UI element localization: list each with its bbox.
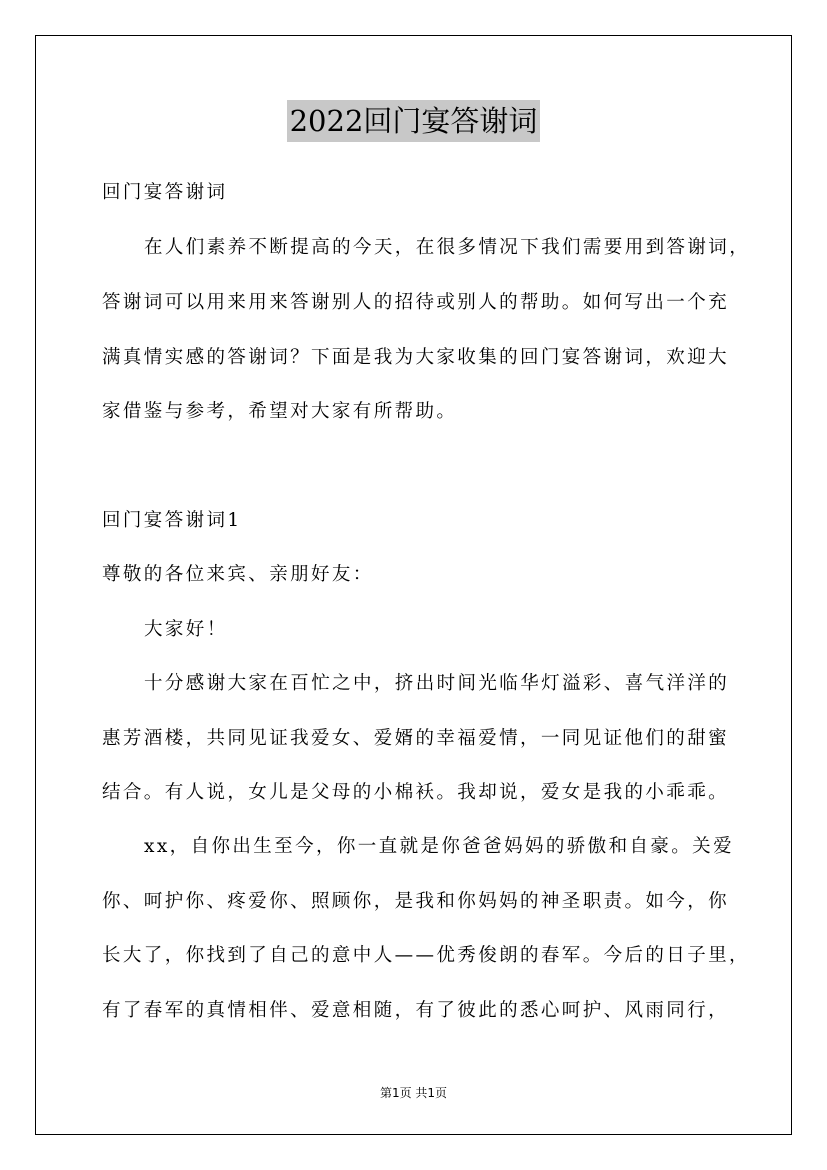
intro-line-1: 在人们素养不断提高的今天，在很多情况下我们需要用到答谢词， xyxy=(144,237,751,258)
paragraph1-line-2: 惠芳酒楼，共同见证我爱女、爱婿的幸福爱情，一同见证他们的甜蜜 xyxy=(102,728,730,749)
document-title-text: 2022回门宴答谢词 xyxy=(287,100,541,142)
subtitle: 回门宴答谢词 xyxy=(102,182,228,203)
page-footer: 第1页 共1页 xyxy=(379,1086,448,1100)
intro-line-3: 满真情实感的答谢词？下面是我为大家收集的回门宴答谢词，欢迎大 xyxy=(102,347,730,368)
paragraph1-line-3: 结合。有人说，女儿是父母的小棉袄。我却说，爱女是我的小乖乖。 xyxy=(102,782,730,803)
paragraph2-line-3: 长大了，你找到了自己的意中人——优秀俊朗的春军。今后的日子里， xyxy=(102,945,750,966)
salutation: 尊敬的各位来宾、亲朋好友： xyxy=(102,564,374,585)
section-heading: 回门宴答谢词1 xyxy=(102,510,242,531)
intro-line-4: 家借鉴与参考，希望对大家有所帮助。 xyxy=(102,401,458,422)
paragraph2-line-1: xx，自你出生至今，你一直就是你爸爸妈妈的骄傲和自豪。关爱 xyxy=(144,836,734,857)
paragraph1-line-1: 十分感谢大家在百忙之中，挤出时间光临华灯溢彩、喜气洋洋的 xyxy=(144,673,730,694)
greeting: 大家好！ xyxy=(144,619,228,640)
intro-line-2: 答谢词可以用来用来答谢别人的招待或别人的帮助。如何写出一个充 xyxy=(102,292,730,313)
paragraph2-line-2: 你、呵护你、疼爱你、照顾你，是我和你妈妈的神圣职责。如今，你 xyxy=(102,891,730,912)
paragraph2-line-4: 有了春军的真情相伴、爱意相随，有了彼此的悉心呵护、风雨同行， xyxy=(102,1000,730,1021)
document-title xyxy=(0,100,827,142)
